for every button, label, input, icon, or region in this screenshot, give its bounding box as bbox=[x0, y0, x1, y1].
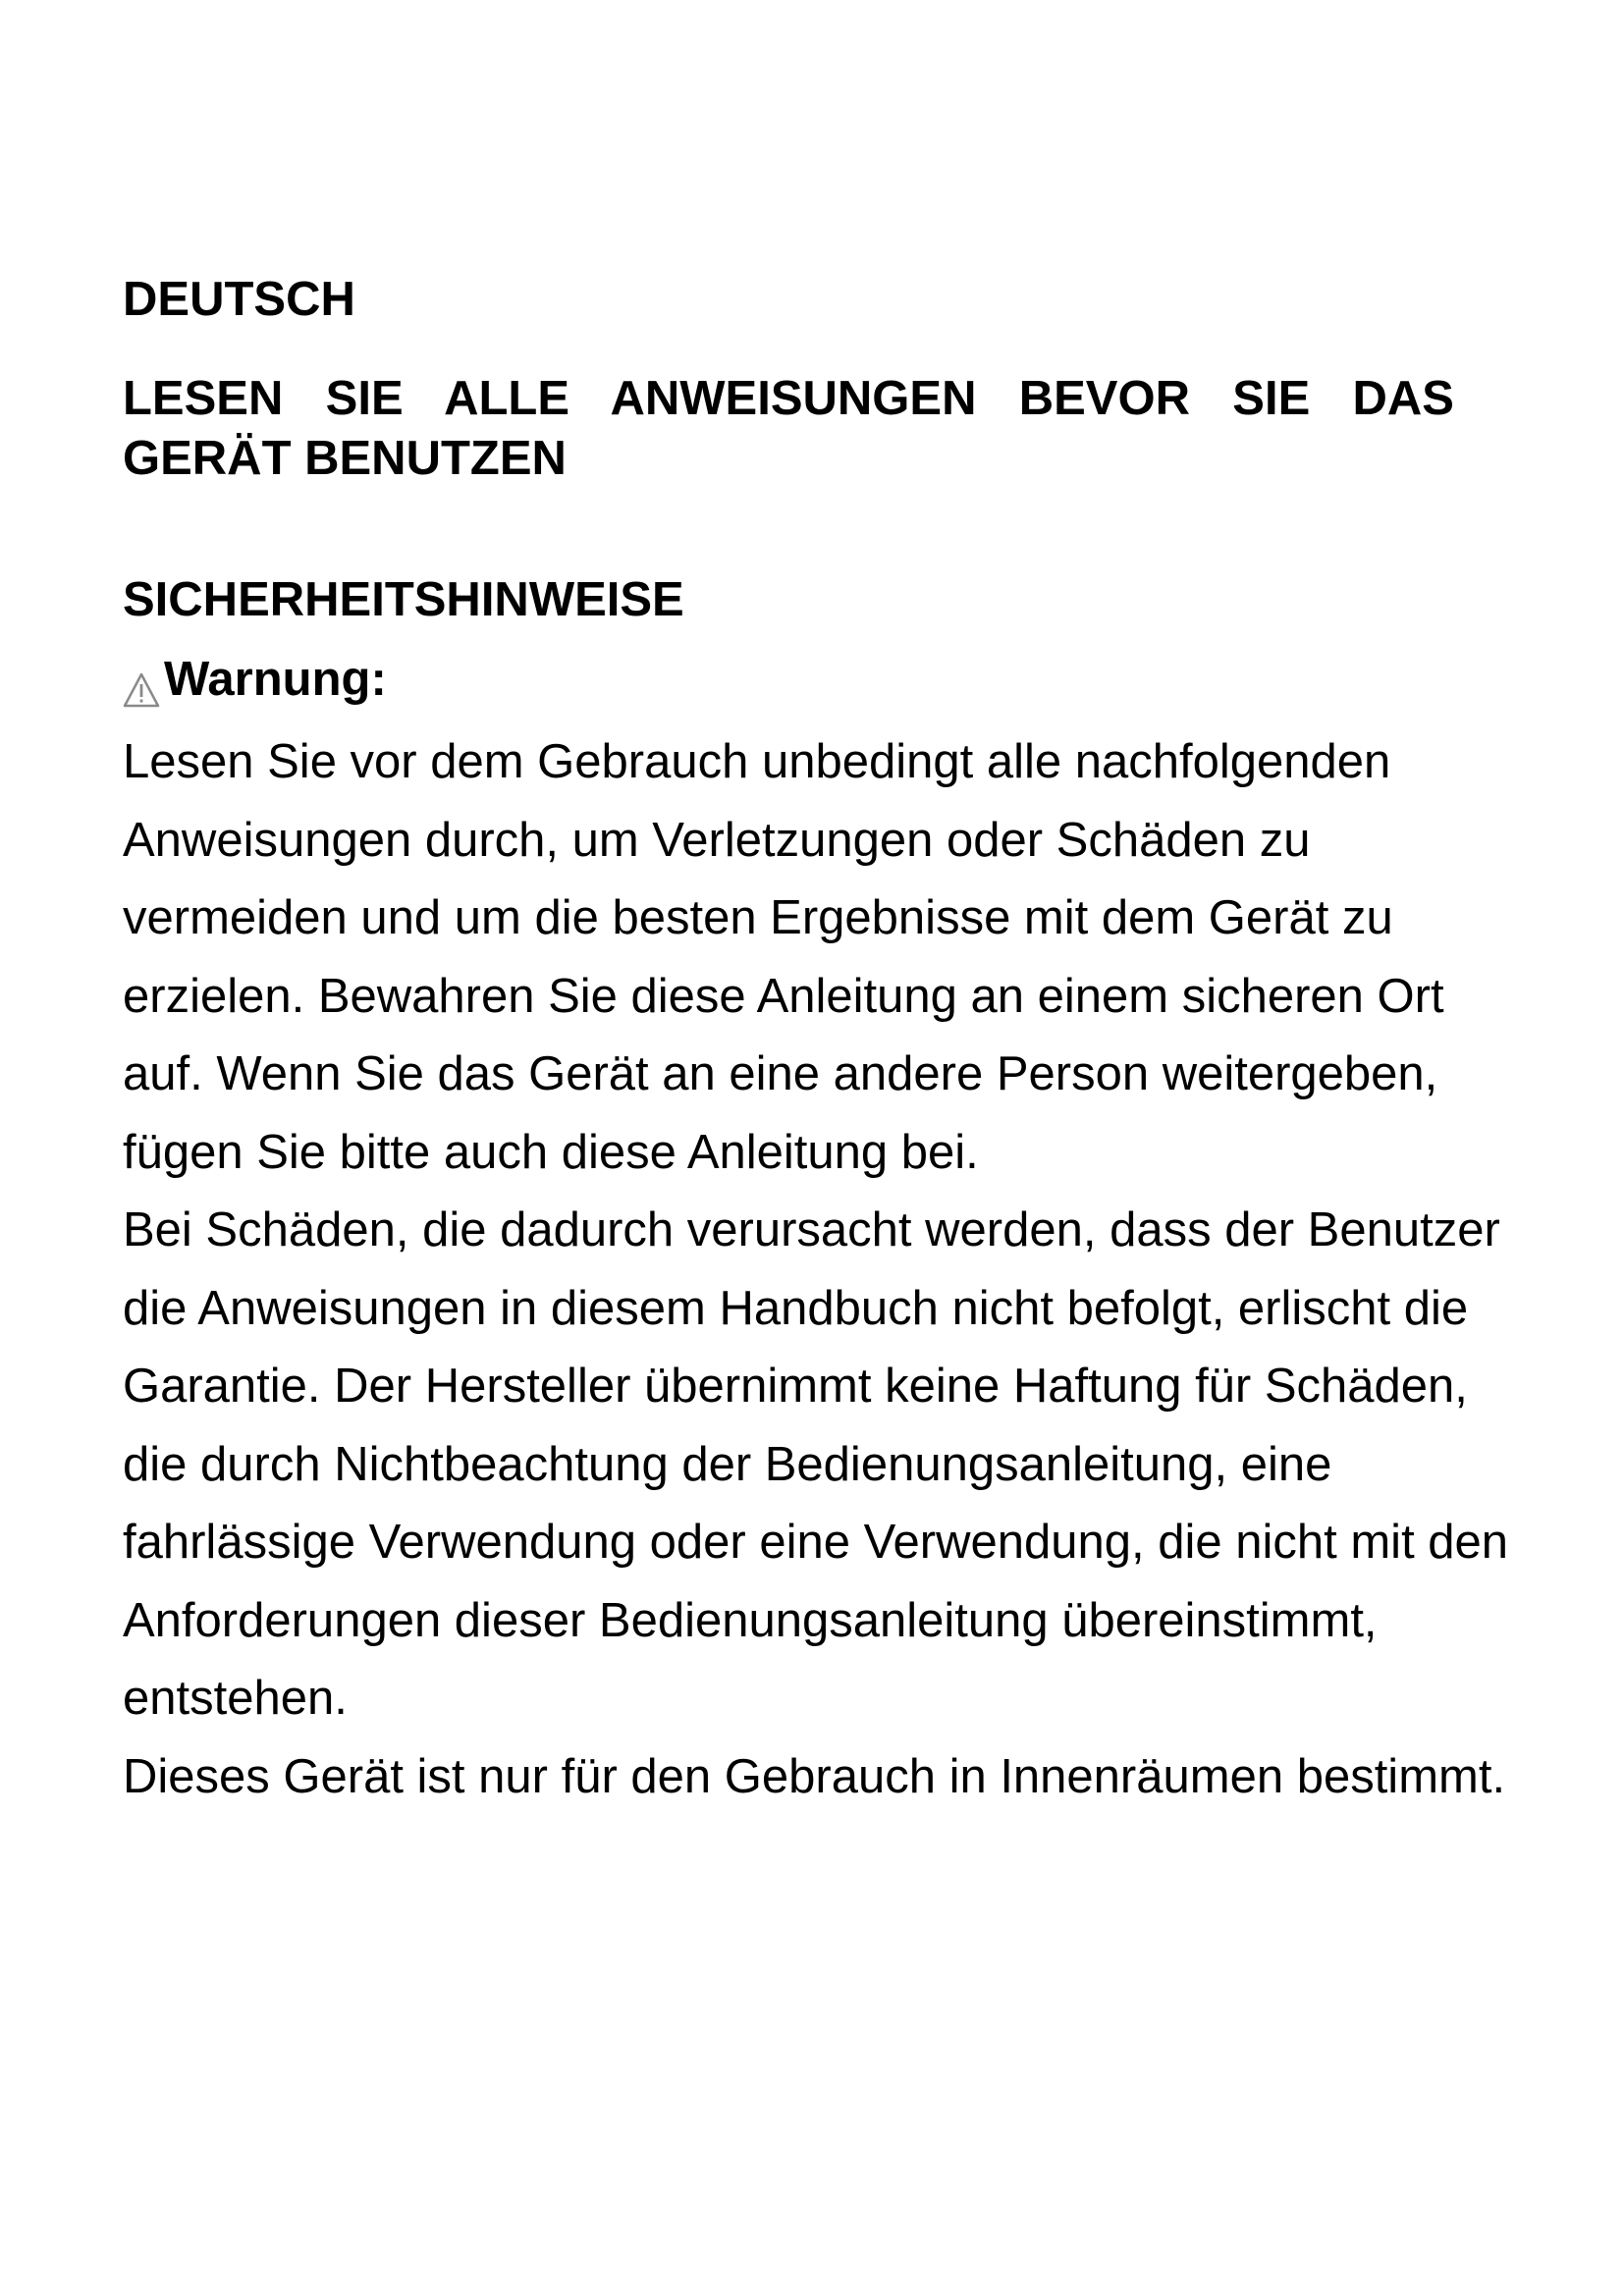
warning-heading bbox=[123, 651, 387, 708]
section-heading: SICHERHEITSHINWEISE bbox=[123, 573, 684, 626]
paragraph-warranty: Bei Schäden, die dadurch verursacht werden, dass der Benutzer die Anweisungen in diesem Handbuch nicht befolgt, erlischt die Garantie. Der Hersteller übernimmt keine Haftung für Schäden, die durch Nichtbeachtung der Bedienungsanleitung, eine fahrlässige Verwendung oder eine Verwendung, die nicht mit den Anforderungen dieser Bedienungsanleitung übereinstimmt, entstehen. bbox=[123, 1203, 1509, 1725]
language-label: DEUTSCH bbox=[123, 273, 355, 326]
paragraph-read-instructions: Lesen Sie vor dem Gebrauch unbedingt alle nachfolgenden Anweisungen durch, um Verletzungen oder Schäden zu vermeiden und um die besten Ergebnisse mit dem Gerät zu erzielen. Bewahren Sie diese Anleitung an einem sicheren Ort auf. Wenn Sie das Gerät an eine andere Person weitergeben, fügen Sie bitte auch diese Anleitung bei. bbox=[123, 735, 1444, 1179]
main-heading-line1: LESEN SIE ALLE ANWEISUNGEN BEVOR SIE DAS bbox=[123, 372, 1454, 425]
main-heading-line2: GERÄT BENUTZEN bbox=[123, 432, 567, 485]
paragraph-indoor-use: Dieses Gerät ist nur für den Gebrauch in Innenräumen bestimmt. bbox=[123, 1749, 1506, 1803]
main-heading bbox=[123, 369, 1454, 489]
warning-label: Warnung: bbox=[164, 653, 387, 706]
body-text bbox=[123, 723, 1517, 1816]
warning-triangle-icon bbox=[123, 664, 160, 699]
